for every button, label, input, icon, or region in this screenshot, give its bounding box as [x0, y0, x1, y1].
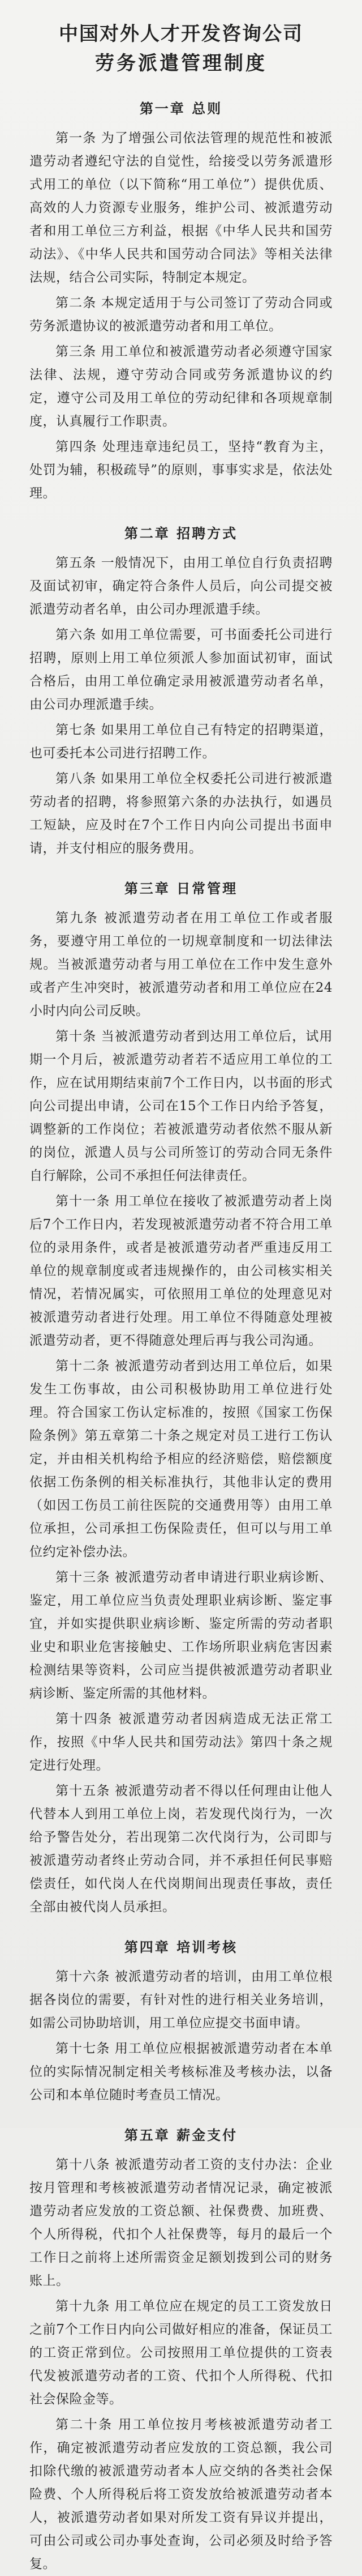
- document-title: 中国对外人才开发咨询公司: [59, 23, 303, 45]
- article-paragraph: 第十七条 用工单位应根据被派遣劳动者在本单位的实际情况制定相关考核标准及考核办法，以备公司和本单位随时考查员工情况。: [29, 2041, 333, 2102]
- chapter-heading: 第三章 日常管理: [124, 880, 238, 897]
- chapter-heading: 第四章 培训考核: [124, 1939, 238, 1955]
- article-paragraph: 第一条 为了增强公司依法管理的规范性和被派遣劳动者遵纪守法的自觉性，给接受以劳务派遣形式用工的单位（以下简称“用工单位”）提供优质、高效的人力资源专业服务，维护公司、被派遣劳动者和用工单位三方利益，根据《中华人民共和国劳动法》、《中华人民共和国劳动合同法》等相关法律法规，结合公司实际，特制定本规定。: [29, 131, 333, 285]
- article-paragraph: 第九条 被派遣劳动者在用工单位工作或者服务，要遵守用工单位的一切规章制度和一切法律法规。当被派遣劳动者与用工单位在工作中发生意外或者产生冲突时，被派遣劳动者和用工单位应在24小时内向公司反映。: [29, 911, 333, 1018]
- chapter-3: [29, 877, 333, 1919]
- article-paragraph: 第十六条 被派遣劳动者的培训，由用工单位根据各岗位的需要，有针对性的进行相关业务培训，如需公司协助培训，用工单位应提交书面申请。: [29, 1969, 333, 2031]
- document-subtitle: 劳务派遣管理制度: [95, 52, 267, 75]
- article-paragraph: 第三条 用工单位和被派遣劳动者必须遵守国家法律、法规，遵守劳动合同或劳务派遣协议的约定，遵守公司及用工单位的劳动纪律和各项规章制度，认真履行工作职责。: [29, 344, 333, 429]
- article-paragraph: 第六条 如用工单位需要，可书面委托公司进行招聘，原则上用工单位须派人参加面试初审，面试合格后，由用工单位确定录用被派遣劳动者名单，由公司办理派遣手续。: [29, 628, 333, 712]
- chapter-1: [29, 97, 333, 505]
- chapter-5: [29, 2124, 333, 2576]
- article-paragraph: 第五条 一般情况下，由用工单位自行负责招聘及面试初审，确定符合条件人员后，向公司提交被派遣劳动者名单，由公司办理派遣手续。: [29, 556, 333, 617]
- article-paragraph: 第十八条 被派遣劳动者工资的支付办法：企业按月管理和考核被派遣劳动者情况记录，确定被派遣劳动者应发放的工资总额、社保费费、加班费、个人所得税，代扣个人社保费等，每月的最后一个工作日之前将上述所需资金足额划拨到公司的财务账上。: [29, 2157, 333, 2288]
- article-paragraph: 第二条 本规定适用于与公司签订了劳动合同或劳务派遣协议的被派遣劳动者和用工单位。: [29, 296, 333, 334]
- article-paragraph: 第十三条 被派遣劳动者申请进行职业病诊断、鉴定，用工单位应当负责处理职业病诊断、鉴定事宜，并如实提供职业病诊断、鉴定所需的劳动者职业史和职业危害接触史、工作场所职业病危害因素检测结果等资料，公司应当提供被派遣劳动者职业病诊断、鉴定所需的其他材料。: [29, 1570, 333, 1701]
- article-paragraph: 第十四条 被派遣劳动者因病造成无法正常工作，按照《中华人民共和国劳动法》第四十条之规定进行处理。: [29, 1712, 333, 1773]
- article-paragraph: 第十二条 被派遣劳动者到达用工单位后，如果发生工伤事故，由公司积极协助用工单位进行处理。符合国家工伤认定标准的，按照《国家工伤保险条例》第五章第二十条之规定对员工进行工伤认定，并由相关机构给予相应的经济赔偿，赔偿额度依据工伤条例的相关标准执行，其他非认定的费用（如因工伤员工前往医院的交通费用等）由用工单位承担，公司承担工伤保险责任，但可以与用工单位约定补偿办法。: [29, 1359, 333, 1559]
- article-paragraph: 第七条 如果用工单位自己有特定的招聘渠道，也可委托本公司进行招聘工作。: [29, 723, 333, 761]
- article-paragraph: 第十九条 用工单位应在规定的员工工资发放日之前7个工作日内向公司做好相应的准备，保证员工的工资正常到位。公司按照用工单位提供的工资表代发被派遣劳动者的工资、代扣个人所得税、代扣社会保险金等。: [29, 2299, 333, 2407]
- chapter-heading: 第二章 招聘方式: [124, 525, 238, 541]
- chapter-heading: 第一章 总则: [139, 100, 223, 117]
- chapter-4: [29, 1936, 333, 2107]
- article-paragraph: 第十条 当被派遣劳动者到达用工单位后，试用期一个月后，被派遣劳动者若不适应用工单位的工作，应在试用期结束前7个工作日内，以书面的形式向公司提出申请，公司在15个工作日内给予答复，调整新的工作岗位；若被派遣劳动者依然不服从新的岗位，派遣人员与公司所签订的劳动合同无条件自行解除，公司不承担任何法律责任。: [29, 1029, 333, 1183]
- article-paragraph: 第八条 如果用工单位全权委托公司进行被派遣劳动者的招聘，将参照第六条的办法执行，如遇员工短缺，应及时在7个工作日内向公司提出书面申请，并支付相应的服务费用。: [29, 771, 333, 856]
- chapter-2: [29, 522, 333, 860]
- chapter-heading: 第五章 薪金支付: [124, 2127, 238, 2143]
- article-paragraph: 第二十条 用工单位按月考核被派遣劳动者工作，确定被派遣劳动者应发放的工资总额，我公司扣除代缴的被派遣劳动者本人应交纳的各类社会保险费、个人所得税后将工资发放给被派遣劳动者本人，被派遣劳动者如果对所发工资有异议并提出，可由公司或公司办事处查询，公司必须及时给予答复。: [29, 2417, 333, 2571]
- article-paragraph: 第十一条 用工单位在接收了被派遣劳动者上岗后7个工作日内，若发现被派遣劳动者不符合用工单位的录用条件，或者是被派遣劳动者严重违反用工单位的规章制度或者违规操作的，由公司核实相关情况，若情况属实，可依照用工单位的处理意见对被派遣劳动者进行处理。用工单位不得随意处理被派遣劳动者，更不得随意处理后再与我公司沟通。: [29, 1194, 333, 1348]
- article-paragraph: 第四条 处理违章违纪员工，坚持“教育为主，处罚为辅，积极疏导”的原则，事事实求是，依法处理。: [29, 440, 333, 501]
- article-paragraph: 第十五条 被派遣劳动者不得以任何理由让他人代替本人到用工单位上岗，若发现代岗行为，一次给予警告处分，若出现第二次代岗行为，公司即与被派遣劳动者终止劳动合同，并不承担任何民事赔偿责任，如代岗人在代岗期间出现责任事故，责任全部由被代岗人员承担。: [29, 1784, 333, 1914]
